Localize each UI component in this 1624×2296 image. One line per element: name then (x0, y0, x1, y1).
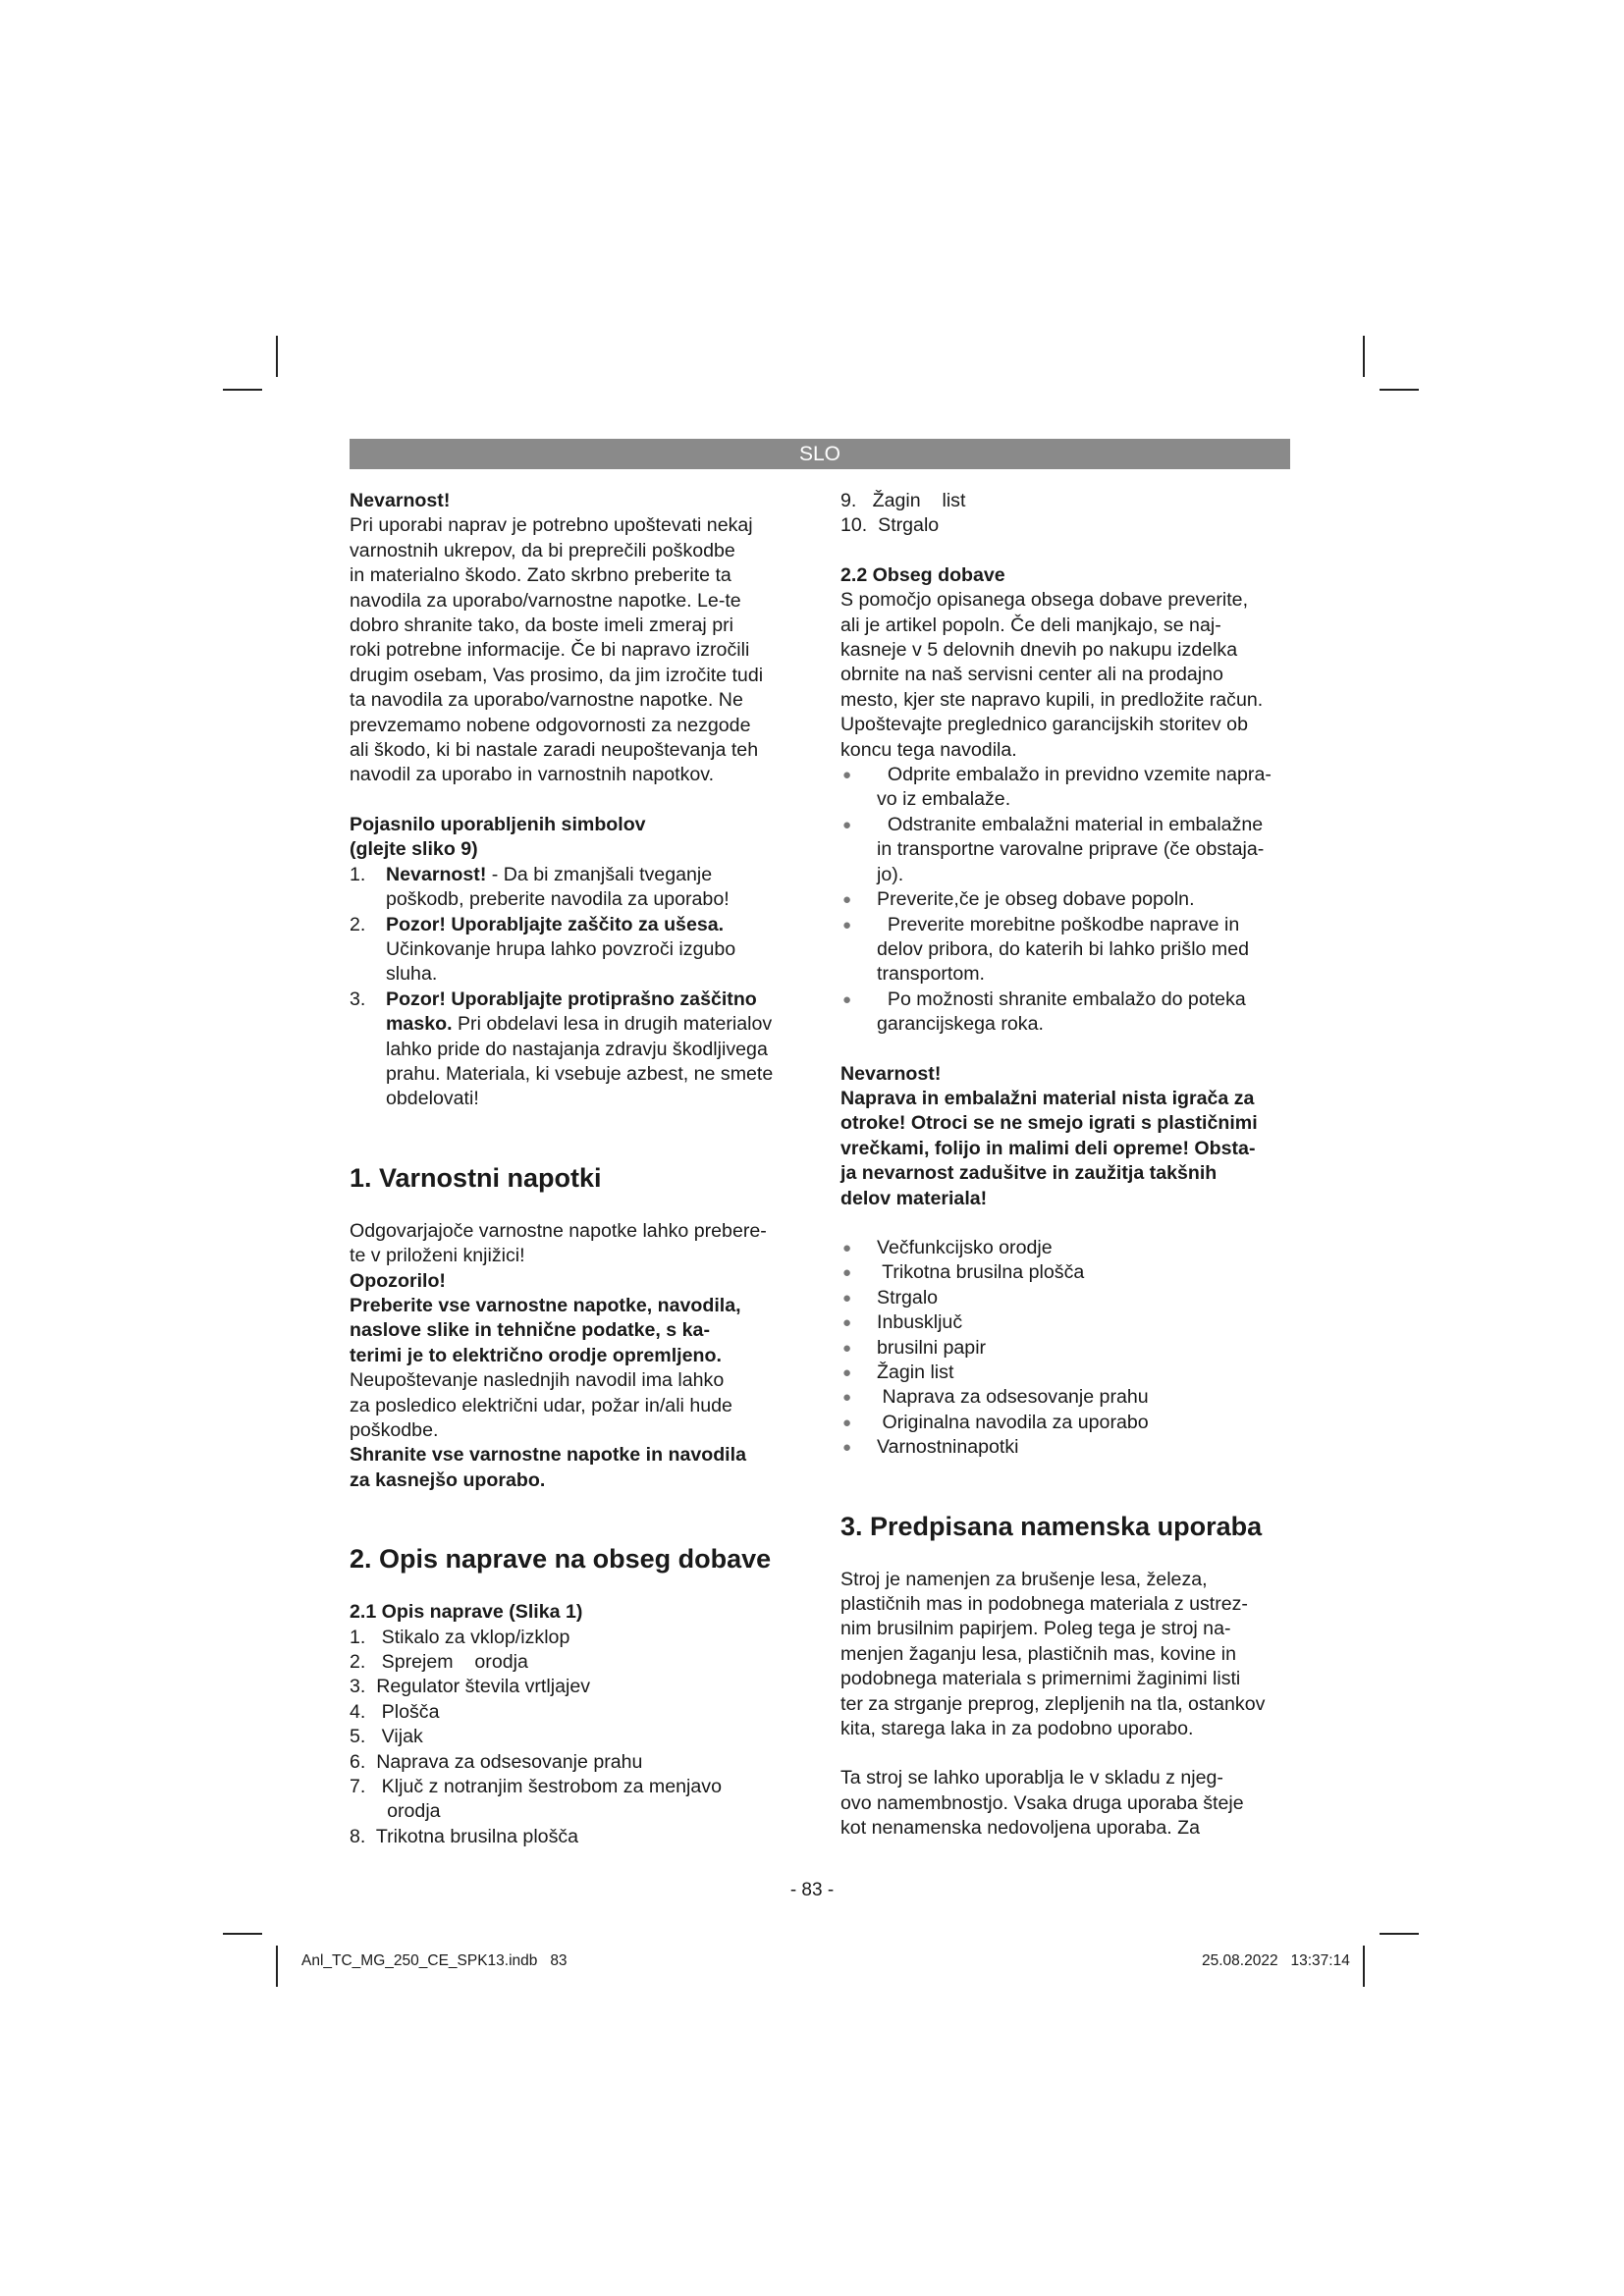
item-text: garancijskega roka. (877, 1013, 1044, 1036)
item-text: Inbusključ (877, 1311, 963, 1334)
scope-of-delivery-list (840, 1236, 1292, 1461)
list-item (840, 1361, 1292, 1385)
item-text: Po možnosti shranite embalažo do poteka (877, 988, 1246, 1010)
text-line: mesto, kjer ste napravo kupili, in predložite račun. (840, 688, 1264, 711)
bullet-icon: ● (842, 1414, 852, 1431)
right-column (840, 489, 1292, 1842)
danger-2-title: Nevarnost! (840, 1062, 942, 1085)
item-text: Učinkovanje hrupa lahko povzroči izgubo (386, 937, 736, 960)
text-line: navodila za uporabo/varnostne napotke. Le-te (350, 589, 741, 612)
text-line: Odgovarjajoče varnostne napotke lahko prebere- (350, 1219, 767, 1242)
list-item (840, 1411, 1292, 1435)
text-line: obrnite na naš servisni center ali na prodajno (840, 664, 1223, 686)
list-item: 5. Vijak (350, 1726, 423, 1748)
item-text: poškodb, preberite navodila za uporabo! (386, 888, 730, 911)
text-line: kita, starega laka in za podobno uporabo. (840, 1718, 1194, 1740)
item-bold: Pozor! Uporabljajte protiprašno zaščitno (386, 988, 757, 1010)
text-line: ja nevarnost zadušitve in zaužitja takšnih (840, 1162, 1218, 1185)
text-line: Pri uporabi naprav je potrebno upoštevati nekaj (350, 514, 753, 537)
item-text: Žagin list (877, 1362, 954, 1383)
item-text: prahu. Materiala, ki vsebuje azbest, ne smete (386, 1062, 774, 1085)
text-line: Naprava in embalažni material nista igrača za (840, 1087, 1255, 1109)
symbols-list (350, 863, 791, 1112)
delivery-steps-list (840, 763, 1292, 1037)
item-text: Odprite embalažo in previdno vzemite napra- (877, 764, 1272, 786)
item-text: Trikotna brusilna plošča (877, 1261, 1085, 1284)
bullet-icon: ● (842, 1289, 852, 1307)
section-3-heading: 3. Predpisana namenska uporaba (840, 1511, 1263, 1541)
language-tag: SLO (798, 443, 841, 465)
list-item: orodja (350, 1800, 441, 1823)
section-2-2-heading: 2.2 Obseg dobave (840, 563, 1005, 586)
text-line: nim brusilnim papirjem. Poleg tega je stroj na- (840, 1618, 1231, 1640)
list-item (840, 988, 1292, 1038)
crop-mark (223, 1933, 262, 1935)
text-line: za posledico električni udar, požar in/ali hude (350, 1394, 732, 1416)
item-text: Strgalo (877, 1286, 939, 1308)
list-item: 8. Trikotna brusilna plošča (350, 1825, 579, 1847)
bullet-icon: ● (842, 990, 852, 1008)
list-item: 6. Naprava za odsesovanje prahu (350, 1750, 643, 1773)
text-line: te v priloženi knjižici! (350, 1245, 525, 1267)
item-text: brusilni papir (877, 1336, 987, 1359)
item-text: Večfunkcijsko orodje (877, 1236, 1053, 1258)
item-text: obdelovati! (386, 1088, 479, 1110)
text-line: Ta stroj se lahko uporablja le v skladu z njeg- (840, 1767, 1223, 1789)
list-item (840, 1435, 1292, 1460)
text-line: Stroj je namenjen za brušenje lesa, železa, (840, 1568, 1208, 1590)
list-item (350, 988, 791, 1112)
item-text: - Da bi zmanjšali tveganje (486, 863, 713, 885)
list-item: 10. Strgalo (840, 514, 940, 537)
text-line: roki potrebne informacije. Če bi napravo izročili (350, 639, 750, 662)
item-bold: Pozor! Uporabljajte zaščito za ušesa. (386, 913, 725, 935)
list-item (840, 1336, 1292, 1361)
list-item (350, 863, 791, 913)
item-text: Pri obdelavi lesa in drugih materialov (452, 1013, 773, 1036)
list-item (350, 913, 791, 988)
bullet-icon: ● (842, 816, 852, 833)
item-text: Preverite morebitne poškodbe naprave in (877, 913, 1240, 935)
bullet-icon: ● (842, 767, 852, 784)
item-text: Preverite,če je obseg dobave popoln. (877, 888, 1195, 911)
crop-mark (276, 336, 278, 377)
text-line: Upoštevajte preglednico garancijskih storitev ob (840, 714, 1248, 736)
item-text: in transportne varovalne priprave (če obstaja- (877, 838, 1265, 861)
bullet-icon: ● (842, 1339, 852, 1357)
danger-text (350, 513, 791, 787)
item-text: sluha. (386, 963, 438, 986)
text-line: poškodbe. (350, 1419, 439, 1441)
item-number: 1. (350, 863, 366, 885)
warning-title: Opozorilo! (350, 1269, 446, 1292)
item-text: vo iz embalaže. (877, 788, 1011, 811)
crop-mark (1380, 389, 1419, 391)
text-line: ali škodo, ki bi nastale zaradi neupoštevanja teh (350, 739, 759, 762)
list-item (840, 1310, 1292, 1335)
text-line: ter za strganje preprog, zlepljenih na tla, ostankov (840, 1692, 1266, 1715)
crop-mark (276, 1946, 278, 1987)
list-item (840, 1260, 1292, 1285)
item-text: lahko pride do nastajanja zdravju škodljivega (386, 1038, 768, 1060)
list-item: 3. Regulator števila vrtljajev (350, 1676, 591, 1698)
text-line: Neupoštevanje naslednjih navodil ima lahko (350, 1369, 725, 1392)
text-line: terimi je to električno orodje opremljeno. (350, 1344, 722, 1366)
item-text: jo). (877, 863, 904, 885)
text-line: Shranite vse varnostne napotke in navodila (350, 1444, 746, 1467)
footer-timestamp: 25.08.2022 13:37:14 (1202, 1952, 1350, 1969)
text-line: kot nenamenska nedovoljena uporaba. Za (840, 1817, 1201, 1840)
text-line: navodil za uporabo in varnostnih napotkov. (350, 764, 715, 786)
text-line: delov materiala! (840, 1187, 988, 1209)
item-text: delov pribora, do katerih bi lahko prišlo med (877, 937, 1250, 960)
text-line: menjen žaganju lesa, plastičnih mas, kovine in (840, 1642, 1236, 1665)
crop-mark (1363, 1946, 1365, 1987)
text-line: ali je artikel popoln. Če deli manjkajo, se naj- (840, 614, 1221, 636)
danger-title: Nevarnost! (350, 490, 451, 511)
device-parts-list (350, 1626, 791, 1850)
bullet-icon: ● (842, 1389, 852, 1407)
list-item (840, 913, 1292, 988)
list-item: 2. Sprejem orodja (350, 1651, 528, 1674)
bullet-icon: ● (842, 1439, 852, 1457)
crop-mark (1380, 1933, 1419, 1935)
text-line: koncu tega navodila. (840, 738, 1017, 761)
bullet-icon: ● (842, 1364, 852, 1381)
list-item: 9. Žagin list (840, 490, 966, 511)
list-item (840, 813, 1292, 887)
text-line: Preberite vse varnostne napotke, navodila, (350, 1294, 741, 1316)
item-number: 3. (350, 988, 366, 1010)
list-item: 7. Ključ z notranjim šestrobom za menjavo (350, 1776, 722, 1798)
text-line: kasneje v 5 delovnih dnevih po nakupu izdelka (840, 639, 1238, 662)
section-1-heading: 1. Varnostni napotki (350, 1162, 602, 1193)
text-line: in materialno škodo. Zato skrbno preberite ta (350, 564, 731, 587)
list-item (840, 1236, 1292, 1260)
item-bold: masko. (386, 1013, 453, 1036)
item-text: Varnostninapotki (877, 1436, 1019, 1459)
bullet-icon: ● (842, 1314, 852, 1332)
text-line: prevzemamo nobene odgovornosti za nezgode (350, 714, 751, 736)
text-line: ta navodila za uporabo/varnostne napotke. Ne (350, 689, 743, 712)
item-number: 2. (350, 913, 366, 935)
text-line: vrečkami, folijo in malimi deli opreme! Obsta- (840, 1137, 1256, 1159)
item-text: Originalna navodila za uporabo (877, 1411, 1149, 1433)
section-2-heading: 2. Opis naprave na obseg dobave (350, 1544, 772, 1575)
text-line: dobro shranite tako, da boste imeli zmeraj pri (350, 614, 733, 637)
text-line: plastičnih mas in podobnega materiala z ustrez- (840, 1593, 1248, 1616)
section-2-1-heading: 2.1 Opis naprave (Slika 1) (350, 1601, 583, 1624)
bullet-icon: ● (842, 1264, 852, 1282)
item-text: Naprava za odsesovanje prahu (877, 1386, 1149, 1409)
text-line: ovo namembnostjo. Vsaka druga uporaba šteje (840, 1791, 1244, 1814)
list-item (840, 1385, 1292, 1410)
footer-file-name: Anl_TC_MG_250_CE_SPK13.indb 83 (301, 1952, 568, 1969)
bullet-icon: ● (842, 891, 852, 909)
list-item: 4. Plošča (350, 1700, 440, 1723)
crop-mark (223, 389, 262, 391)
symbols-subtitle: (glejte sliko 9) (350, 838, 478, 861)
text-line: za kasnejšo uporabo. (350, 1468, 546, 1491)
crop-mark (1363, 336, 1365, 377)
bullet-icon: ● (842, 916, 852, 934)
page-number: - 83 - (789, 1880, 835, 1900)
list-item: 1. Stikalo za vklop/izklop (350, 1626, 570, 1648)
text-line: otroke! Otroci se ne smejo igrati s plastičnimi (840, 1112, 1258, 1135)
item-text: Odstranite embalažni material in embalažne (877, 813, 1264, 835)
item-text: transportom. (877, 963, 985, 986)
left-column (350, 489, 791, 1849)
language-header-bar (350, 439, 1290, 469)
list-item (840, 887, 1292, 912)
item-bold: Nevarnost! (386, 863, 487, 885)
text-line: S pomočjo opisanega obsega dobave preverite, (840, 589, 1249, 612)
text-line: podobnega materiala s primernimi žaginimi listi (840, 1668, 1241, 1690)
list-item (840, 763, 1292, 813)
text-line: naslove slike in tehnične podatke, s ka- (350, 1319, 710, 1342)
list-item (840, 1286, 1292, 1310)
device-parts-list-continued (840, 489, 1292, 539)
bullet-icon: ● (842, 1239, 852, 1256)
text-line: drugim osebam, Vas prosimo, da jim izročite tudi (350, 664, 764, 686)
symbols-title: Pojasnilo uporabljenih simbolov (350, 813, 646, 835)
text-line: varnostnih ukrepov, da bi preprečili poškodbe (350, 539, 735, 561)
